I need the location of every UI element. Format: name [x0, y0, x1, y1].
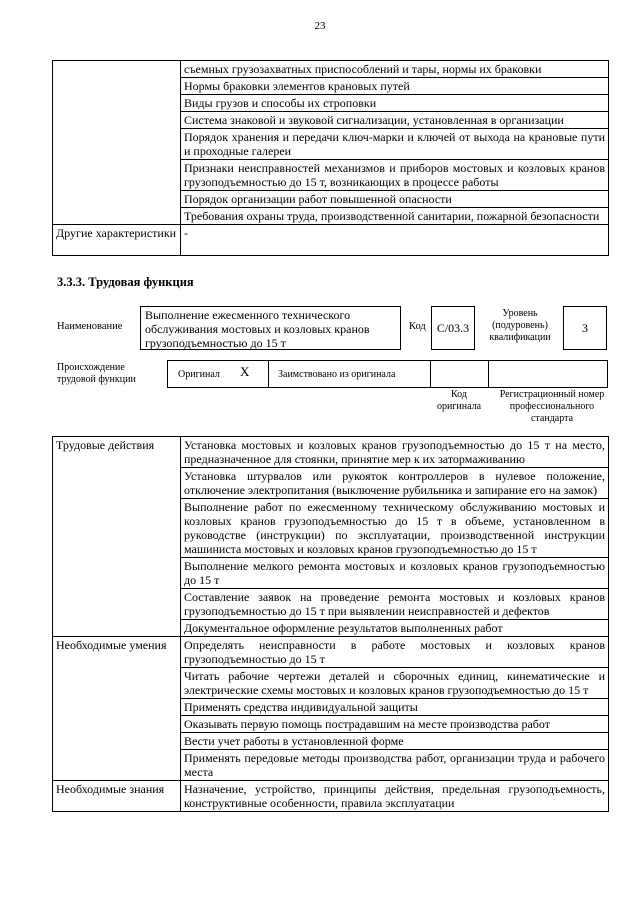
list-item: Порядок организации работ повышенной опасности: [181, 191, 608, 208]
origin-box: [167, 360, 608, 388]
code-caption: Код оригинала: [436, 389, 482, 412]
list-item: Документальное оформление результатов выполненных работ: [184, 621, 503, 635]
borrowed-label: Заимствовано из оригинала: [278, 369, 396, 380]
row-label: Необходимые умения: [53, 637, 181, 780]
list-item: -: [184, 226, 188, 240]
list-item: Оказывать первую помощь пострадавшим на месте производства работ: [181, 716, 608, 733]
code-value: C/03.3: [431, 306, 475, 350]
row-label: Необходимые знания: [53, 781, 181, 811]
row-label: Другие характеристики: [53, 225, 181, 255]
list-item: Вести учет работы в установленной форме: [181, 733, 608, 750]
level-value: 3: [563, 306, 607, 350]
code-label: Код: [409, 321, 426, 332]
page-number: 23: [314, 20, 326, 32]
list-item: Применять передовые методы производства работ, организации труда и рабочего места: [184, 751, 605, 779]
list-item: Система знаковой и звуковой сигнализации, установленная в организации: [181, 112, 608, 129]
row-label: [53, 61, 181, 224]
list-item: Требования охраны труда, производственной санитарии, пожарной безопасности: [184, 209, 600, 223]
list-item: Признаки неисправностей механизмов и приборов мостовых и козловых кранов грузоподъемностью до 15 т, возникающих в процессе работы: [181, 160, 608, 191]
list-item: Назначение, устройство, принципы действия, предельная грузоподъемность, конструктивные особенности, правила эксплуатации: [184, 782, 605, 810]
table-row: [53, 61, 609, 225]
origin-label: Происхождение трудовой функции: [57, 362, 136, 385]
original-label: Оригинал: [178, 369, 220, 380]
level-label: Уровень (подуровень) квалификации: [489, 308, 551, 343]
list-item: съемных грузозахватных приспособлений и тары, нормы их браковки: [181, 61, 608, 78]
list-item: Порядок хранения и передачи ключ-марки и ключей от выхода на крановые пути и проходные галереи: [181, 129, 608, 160]
original-mark: X: [240, 364, 250, 379]
list-item: Нормы браковки элементов крановых путей: [181, 78, 608, 95]
name-label: Наименование: [57, 321, 123, 332]
table-row: [53, 225, 609, 256]
list-item: Применять средства индивидуальной защиты: [181, 699, 608, 716]
top-table: [52, 60, 609, 256]
table-row: [53, 637, 609, 781]
list-item: Выполнение работ по ежесменному техническому обслуживанию мостовых и козловых кранов грузоподъемностью до 15 т в объеме, установленном в руководстве (инструкции) по эксплуатации, производственной инструкции машиниста мостовых и козловых кранов грузоподъемностью до 15 т: [181, 499, 608, 558]
table-row: [53, 781, 609, 812]
list-item: Читать рабочие чертежи деталей и сборочных единиц, кинематические и электрические схемы мостовых и козловых кранов грузоподъемностью до 15 т: [181, 668, 608, 699]
list-item: Составление заявок на проведение ремонта мостовых и козловых кранов грузоподъемностью до 15 т при выявлении неисправностей и дефектов: [181, 589, 608, 620]
list-item: Установка мостовых и козловых кранов грузоподъемностью до 15 т на место, предназначенное для стоянки, принятие мер к их затормаживанию: [181, 437, 608, 468]
list-item: Определять неисправности в работе мостовых и козловых кранов грузоподъемностью до 15 т: [181, 637, 608, 668]
section-title: 3.3.3. Трудовая функция: [57, 275, 194, 289]
function-name: Выполнение ежесменного технического обслуживания мостовых и козловых кранов грузоподъемностью до 15 т: [140, 306, 401, 350]
table-row: [53, 437, 609, 637]
list-item: Виды грузов и способы их строповки: [181, 95, 608, 112]
main-table: [52, 436, 609, 812]
row-label: Трудовые действия: [53, 437, 181, 636]
list-item: Выполнение мелкого ремонта мостовых и козловых кранов грузоподъемностью до 15 т: [181, 558, 608, 589]
reg-caption: Регистрационный номер профессионального стандарта: [499, 389, 605, 424]
list-item: Установка штурвалов или рукояток контроллеров в нулевое положение, отключение электропитания (выключение рубильника и запирание его на замок): [181, 468, 608, 499]
